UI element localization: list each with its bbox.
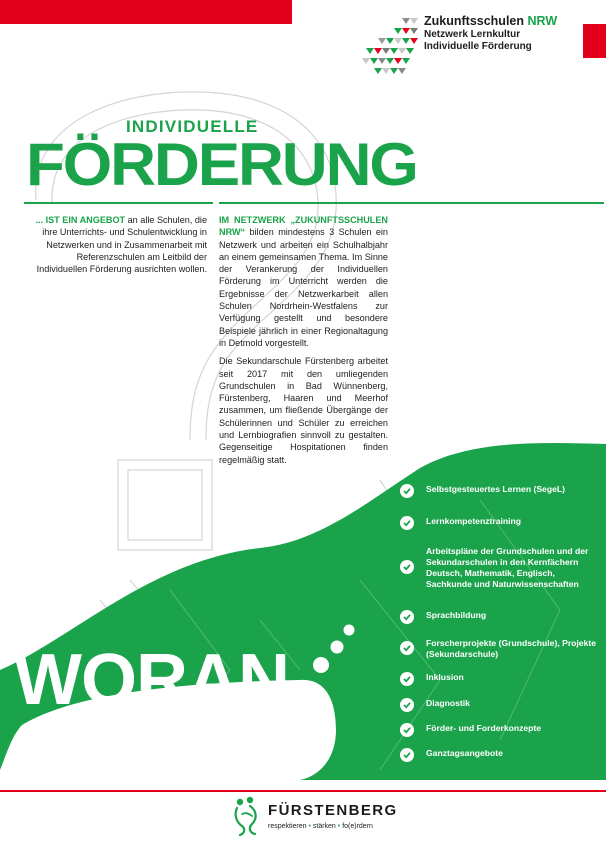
checkmark-icon (400, 748, 414, 762)
intro-lead: ... IST EIN ANGEBOT (35, 215, 126, 225)
school-paragraph: Die Sekundarschule Fürstenberg arbeitet seit 2017 mit den umliegenden Grundschulen in Bad Wünnenberg, Fürstenberg, Haaren und Meerhof zusammen, um fließende Übergänge der Schülerinnen und Schüler zu erreichen und Lernbiografien sinnvoll zu gestalten. Gegenseitige Hospitationen finden regelmäßig statt. (219, 356, 388, 465)
checkmark-icon (400, 560, 414, 574)
checkmark-icon (400, 516, 414, 530)
intro-text: an alle Schulen, die ihre Unterrichts- und Schulentwicklung in Netzwerken und in Zusammenarbeit mit Referenzschulen am Leitbild der Individuellen Förderung ausrichten wollen. (36, 215, 207, 275)
network-text: bilden mindestens 3 Schulen ein Netzwerk und arbeiten ein Schulhalbjahr an einem gemeinsamen Thema. Im Sinne der Verankerung der Individuellen Förderung im Unterricht werden die Ergebnisse der Netzwerkarbeit allen Schulen Nordrhein-Westfalens zur Verfügung gestellt und besondere Beispiele jährlich in einer Regionaltagung in Detmold vorgestellt. (219, 227, 388, 348)
checkmark-icon (400, 610, 414, 624)
woran-title: WORAN (14, 640, 289, 720)
intro-left-column (26, 214, 207, 275)
footer-school-name: FÜRSTENBERG (268, 802, 398, 819)
checkmark-icon (400, 672, 414, 686)
checkmark-icon (400, 484, 414, 498)
footer-red-line (0, 790, 606, 792)
headline-kicker: INDIVIDUELLE (126, 117, 259, 136)
topic-label: Sprachbildung (426, 610, 487, 620)
checkmark-icon (400, 723, 414, 737)
zukunftsschulen-logo (424, 14, 604, 53)
woran-subtitle: WIR ARBEITEN (20, 723, 163, 742)
topic-label: Ganztagsangebote (426, 748, 503, 758)
footer-tagline: respektieren • stärken • fo(e)rdern (268, 823, 373, 830)
topic-label: Forscherprojekte (Grundschule), Projekte (Sekundarschule) (426, 638, 597, 659)
topic-label: Selbstgesteuertes Lernen (SegeL) (426, 484, 565, 494)
topic-label: Förder- und Forderkonzepte (426, 723, 542, 733)
figures-logo-icon (232, 796, 266, 836)
network-lead: IM NETZWERK „ZUKUNFTSSCHULEN NRW“ (219, 215, 388, 238)
topic-label: Inklusion (426, 672, 464, 682)
network-paragraph (219, 214, 388, 349)
triangle-mosaic-icon (358, 14, 418, 78)
red-top-bar (0, 0, 292, 24)
logo-subtitle-1: Netzwerk Lernkultur (424, 29, 521, 40)
divider-right (219, 202, 604, 204)
headline-title: FÖRDERUNG (26, 131, 417, 198)
intro-right-column (219, 214, 388, 472)
topic-label: Lernkompetenztraining (426, 516, 522, 526)
topic-label: Arbeitspläne der Grundschulen und der Sekundarschulen in den Kernfächern Deutsch, Mathematik, Englisch, Sachkunde und Naturwissenschaften (426, 546, 589, 589)
topic-label: Diagnostik (426, 698, 470, 708)
logo-subtitle-2: Individuelle Förderung (424, 41, 532, 52)
logo-title: Zukunftsschulen NRW (424, 14, 558, 28)
divider-left (24, 202, 213, 204)
checkmark-icon (400, 698, 414, 712)
checkmark-icon (400, 641, 414, 655)
